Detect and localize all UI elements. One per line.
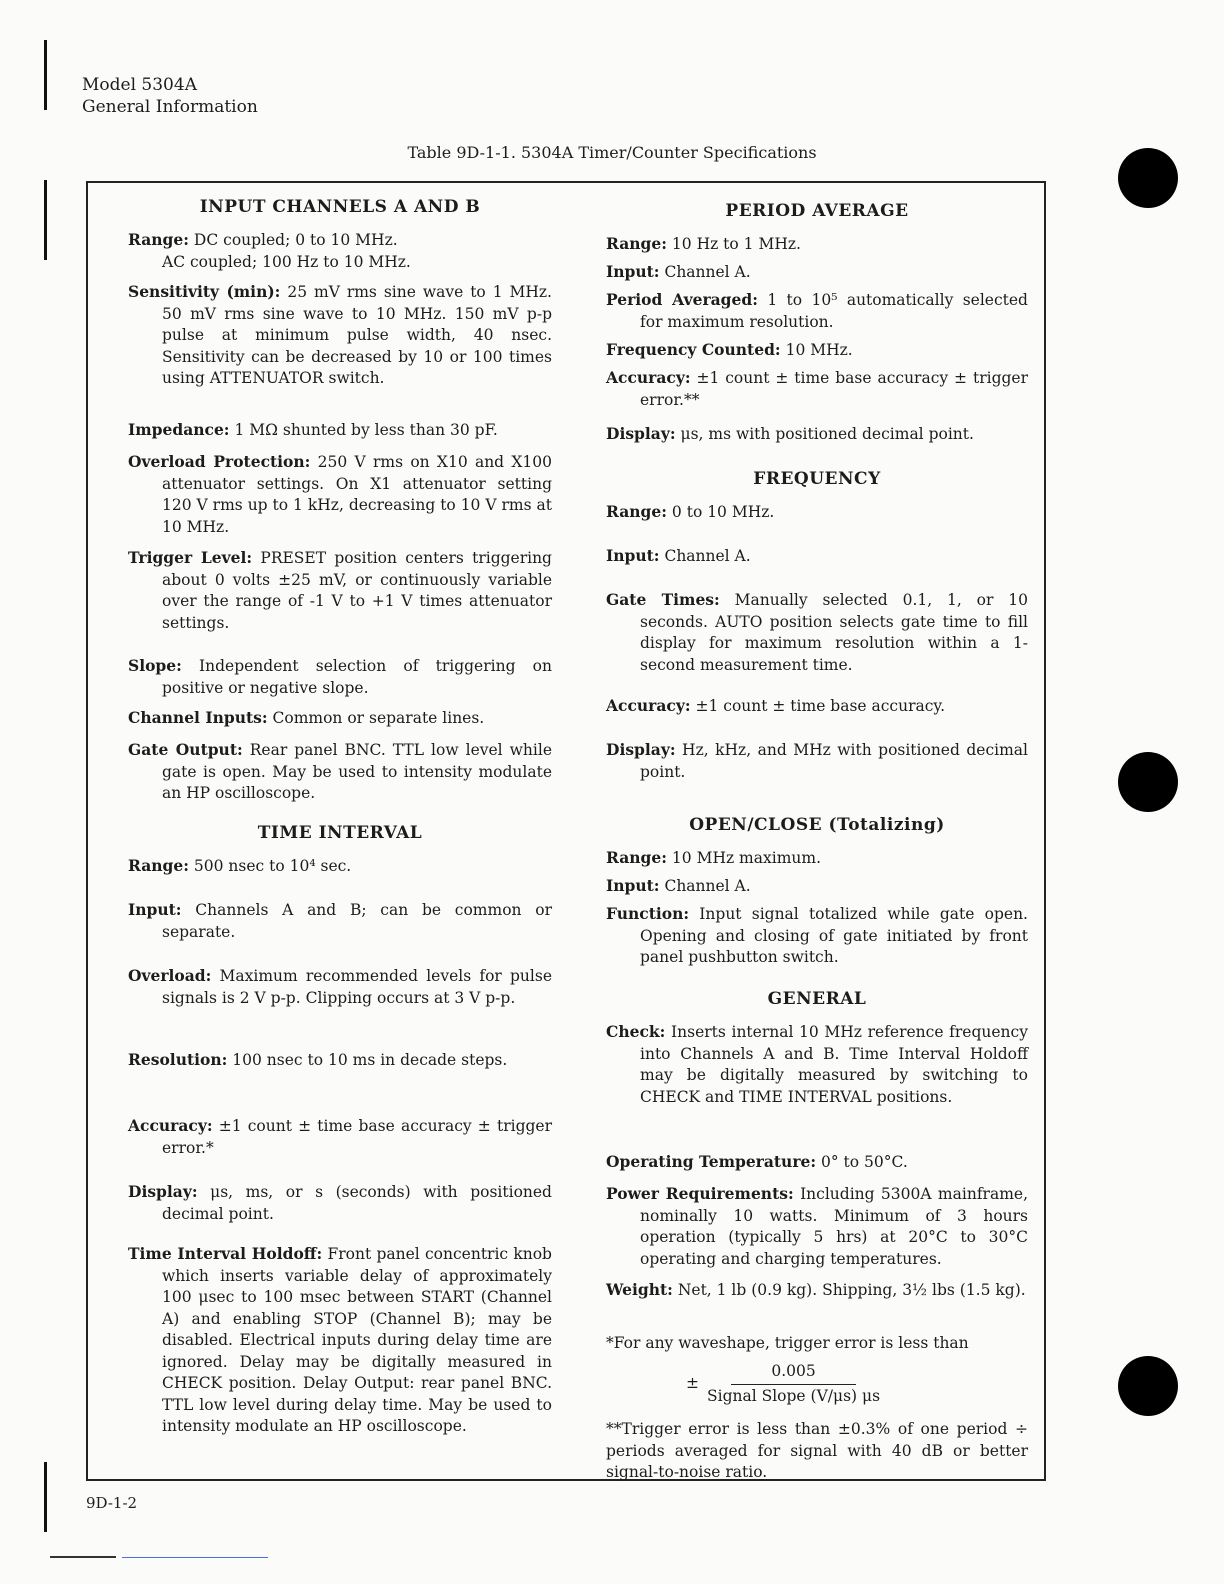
- section-title: OPEN/CLOSE (Totalizing): [689, 815, 945, 835]
- spec-input: Input: Channel A.: [606, 262, 751, 281]
- binder-hole: [1118, 148, 1178, 208]
- spec-power-requirements: Power Requirements: Including 5300A mainframe, nominally 10 watts. Minimum of 3 hours operation (typically 5 hrs) at 20°C to 30°C operating and charging temperatures.: [606, 1184, 1028, 1268]
- spec-trigger: Trigger Level: PRESET position centers triggering about 0 volts ±25 mV, or continuously variable over the range of -1 V to +1 V times attenuator settings.: [128, 548, 552, 632]
- trigger-error-formula: ± $\frac{0.005}{\text{Signal Slope (V/μs) μs}}$: [686, 1361, 880, 1407]
- spec-operating-temperature: Operating Temperature: 0° to 50°C.: [606, 1152, 908, 1171]
- footnote-period-trigger-error: **Trigger error is less than ±0.3% of one period ÷ periods averaged for signal with 40 dB or better signal-to-noise ratio.: [606, 1420, 1028, 1481]
- binder-hole: [1118, 1356, 1178, 1416]
- scan-edge-mark: [44, 40, 47, 110]
- spec-display: Display: Hz, kHz, and MHz with positioned decimal point.: [606, 740, 1029, 781]
- scan-edge-mark: [50, 1556, 116, 1558]
- spec-check: Check: Inserts internal 10 MHz reference frequency into Channels A and B. Time Interval Holdoff may be digitally measured by switching to CHECK and TIME INTERVAL positions.: [606, 1022, 1028, 1106]
- spec-table: [86, 181, 1046, 1481]
- spec-period-averaged: Period Averaged: 1 to 10⁵ automatically selected for maximum resolution.: [606, 290, 1028, 331]
- spec-gate-times: Gate Times: Manually selected 0.1, 1, or 10 seconds. AUTO position selects gate time to fill display for maximum resolution within a 1-second measurement time.: [606, 590, 1028, 674]
- formula-numerator: 0.005: [731, 1361, 855, 1385]
- page-number: 9D-1-2: [86, 1494, 138, 1512]
- table-caption: Table 9D-1-1. 5304A Timer/Counter Specifications: [407, 143, 817, 162]
- spec-display: Display: μs, ms, or s (seconds) with positioned decimal point.: [128, 1182, 552, 1223]
- spec-slope: Slope: Independent selection of triggering on positive or negative slope.: [128, 656, 552, 697]
- formula-denominator: Signal Slope (V/μs) μs: [707, 1386, 881, 1405]
- spec-impedance: Impedance: 1 MΩ shunted by less than 30 pF.: [128, 420, 498, 439]
- spec-range: Range: 500 nsec to 10⁴ sec.: [128, 856, 352, 875]
- section-title: PERIOD AVERAGE: [725, 201, 909, 221]
- spec-gate-output: Gate Output: Rear panel BNC. TTL low level while gate is open. May be used to intensity modulate an HP oscilloscope.: [128, 740, 552, 802]
- spec-overload: Overload: Maximum recommended levels for pulse signals is 2 V p-p. Clipping occurs at 3 V p-p.: [128, 966, 552, 1007]
- scan-edge-mark: [44, 180, 47, 260]
- spec-range: Range: 10 MHz maximum.: [606, 848, 821, 867]
- spec-channel-inputs: Channel Inputs: Common or separate lines.: [128, 708, 485, 727]
- spec-input: Input: Channels A and B; can be common or separate.: [128, 900, 552, 941]
- spec-accuracy: Accuracy: ±1 count ± time base accuracy.: [606, 696, 946, 715]
- spec-accuracy: Accuracy: ±1 count ± time base accuracy ± trigger error.*: [128, 1116, 552, 1157]
- spec-resolution: Resolution: 100 nsec to 10 ms in decade steps.: [128, 1050, 508, 1069]
- spec-holdoff: Time Interval Holdoff: Front panel concentric knob which inserts variable delay of approximately 100 μsec to 100 msec between START (Channel A) and enabling STOP (Channel B); may be disabled. Electrical inputs during delay time are ignored. Delay may be digitally measured in CHECK position. Delay Output: rear panel BNC. TTL low level during delay time. May be used to intensity modulate an HP oscilloscope.: [128, 1244, 552, 1435]
- spec-input: Input: Channel A.: [606, 876, 751, 895]
- section-title: GENERAL: [767, 989, 867, 1009]
- spec-sensitivity: Sensitivity (min): 25 mV rms sine wave to 1 MHz. 50 mV rms sine wave to 10 MHz. 150 mV p-p pulse at minimum pulse width, 40 nsec. Sensitivity can be decreased by 10 or 100 times using ATTENUATOR switch.: [128, 282, 552, 387]
- scan-edge-mark: [44, 1462, 47, 1532]
- spec-range: Range: DC coupled; 0 to 10 MHz. AC coupled; 100 Hz to 10 MHz.: [128, 230, 411, 271]
- binder-hole: [1118, 752, 1178, 812]
- page-header: [82, 74, 258, 118]
- spec-range: Range: 10 Hz to 1 MHz.: [606, 234, 801, 253]
- spec-accuracy: Accuracy: ±1 count ± time base accuracy ± trigger error.**: [606, 368, 1028, 409]
- footnote-trigger-error: *For any waveshape, trigger error is less than: [606, 1334, 969, 1352]
- spec-frequency-counted: Frequency Counted: 10 MHz.: [606, 340, 853, 359]
- section-title: FREQUENCY: [753, 469, 881, 489]
- model-label: Model 5304A: [82, 75, 197, 95]
- section-label: General Information: [82, 97, 258, 117]
- spec-display: Display: μs, ms with positioned decimal point.: [606, 424, 974, 443]
- spec-weight: Weight: Net, 1 lb (0.9 kg). Shipping, 3½ lbs (1.5 kg).: [606, 1280, 1026, 1299]
- spec-overload: Overload Protection: 250 V rms on X10 and X100 attenuator settings. On X1 attenuator setting 120 V rms up to 1 kHz, decreasing to 10 V rms at 10 MHz.: [128, 452, 552, 536]
- spec-input: Input: Channel A.: [606, 546, 751, 565]
- scan-edge-mark: [122, 1557, 268, 1558]
- spec-function: Function: Input signal totalized while gate open. Opening and closing of gate initiated by front panel pushbutton switch.: [606, 904, 1028, 966]
- section-title: TIME INTERVAL: [257, 823, 423, 843]
- section-title: INPUT CHANNELS A AND B: [199, 197, 481, 217]
- spec-range: Range: 0 to 10 MHz.: [606, 502, 775, 521]
